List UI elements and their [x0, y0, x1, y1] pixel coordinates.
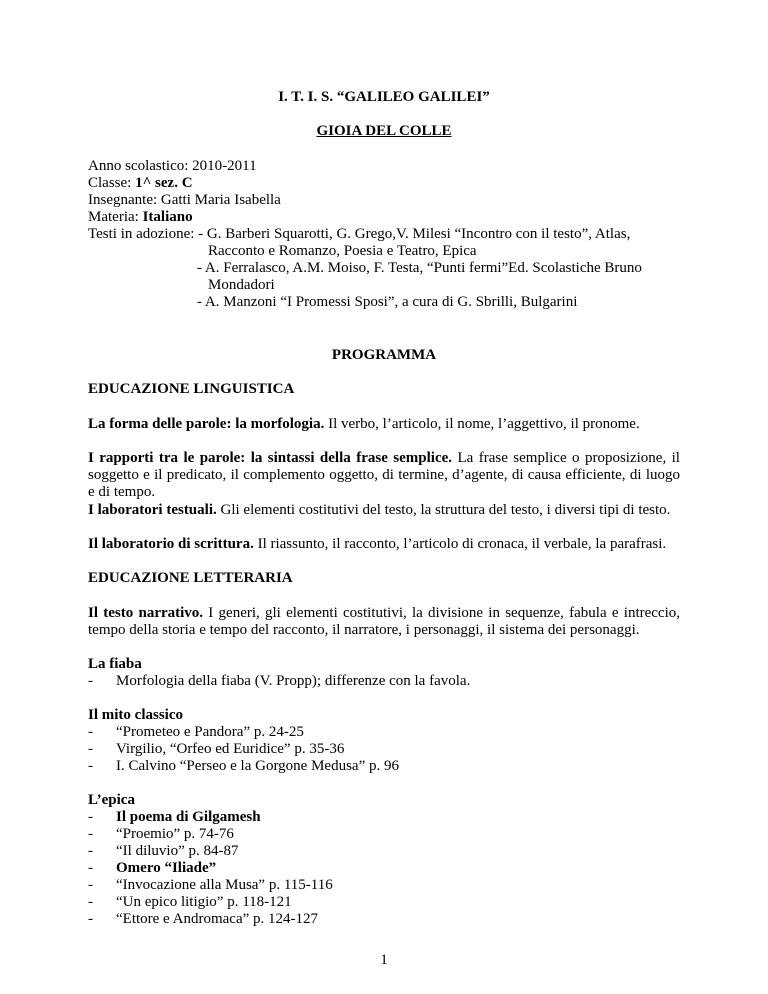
programma-title: PROGRAMMA	[331, 347, 437, 363]
info-anno: Anno scolastico: 2010-2011	[88, 158, 257, 174]
list-dash: -	[88, 860, 93, 876]
school-city: GIOIA DEL COLLE	[316, 123, 452, 139]
linguistica-title: EDUCAZIONE LINGUISTICA	[88, 381, 295, 397]
fiaba-item: Morfologia della fiaba (V. Propp); differenze con la favola.	[116, 673, 471, 689]
epica-item: “Un epico litigio” p. 118-121	[116, 894, 292, 910]
epica-item: Il poema di Gilgamesh	[116, 809, 261, 825]
list-dash: -	[88, 724, 93, 740]
info-testi-line3: - A. Ferralasco, A.M. Moiso, F. Testa, “Punti fermi”Ed. Scolastiche Bruno	[197, 260, 642, 276]
school-name: I. T. I. S. “GALILEO GALILEI”	[278, 89, 490, 105]
info-insegnante: Insegnante: Gatti Maria Isabella	[88, 192, 281, 208]
page-number: 1	[380, 952, 388, 968]
list-dash: -	[88, 894, 93, 910]
fiaba-title: La fiaba	[88, 656, 142, 672]
info-materia: Materia: Italiano	[88, 209, 193, 225]
list-dash: -	[88, 809, 93, 825]
list-dash: -	[88, 911, 93, 927]
linguistica-scrittura: Il laboratorio di scrittura. Il riassunto, il racconto, l’articolo di cronaca, il verbale, la parafrasi.	[88, 536, 667, 552]
info-testi-line5: - A. Manzoni “I Promessi Sposi”, a cura di G. Sbrilli, Bulgarini	[197, 294, 578, 310]
list-dash: -	[88, 758, 93, 774]
mito-item: I. Calvino “Perseo e la Gorgone Medusa” p. 96	[116, 758, 399, 774]
mito-item: Virgilio, “Orfeo ed Euridice” p. 35-36	[116, 741, 345, 757]
info-testi-line2: Racconto e Romanzo, Poesia e Teatro, Epica	[208, 243, 477, 259]
linguistica-sintassi: I rapporti tra le parole: la sintassi della frase semplice. La frase semplice o proposizione, il soggetto e il predicato, il complemento oggetto, di termine, d’agente, di causa efficiente, di luogo e di tempo.	[88, 450, 680, 500]
epica-item: Omero “Iliade”	[116, 860, 217, 876]
list-dash: -	[88, 877, 93, 893]
linguistica-morfologia: La forma delle parole: la morfologia. Il verbo, l’articolo, il nome, l’aggettivo, il pronome.	[88, 416, 640, 432]
list-dash: -	[88, 843, 93, 859]
list-dash: -	[88, 673, 93, 689]
epica-item: “Il diluvio” p. 84-87	[116, 843, 239, 859]
mito-item: “Prometeo e Pandora” p. 24-25	[116, 724, 304, 740]
epica-item: “Invocazione alla Musa” p. 115-116	[116, 877, 333, 893]
epica-title: L’epica	[88, 792, 135, 808]
info-testi: Testi in adozione: - G. Barberi Squarotti, G. Grego,V. Milesi “Incontro con il testo”, Atlas,	[88, 226, 631, 242]
epica-item: “Ettore e Andromaca” p. 124-127	[116, 911, 319, 927]
list-dash: -	[88, 826, 93, 842]
linguistica-laboratori: I laboratori testuali. Gli elementi costitutivi del testo, la struttura del testo, i diversi tipi di testo.	[88, 502, 671, 518]
letteraria-narrativo: Il testo narrativo. I generi, gli elementi costitutivi, la divisione in sequenze, fabula e intreccio, tempo della storia e tempo del racconto, il narratore, i personaggi, il sistema dei personaggi.	[88, 605, 680, 638]
info-classe: Classe: 1^ sez. C	[88, 175, 193, 191]
list-dash: -	[88, 741, 93, 757]
epica-item: “Proemio” p. 74-76	[116, 826, 234, 842]
letteraria-title: EDUCAZIONE LETTERARIA	[88, 570, 293, 586]
info-testi-line4: Mondadori	[208, 277, 275, 293]
mito-title: Il mito classico	[88, 707, 183, 723]
